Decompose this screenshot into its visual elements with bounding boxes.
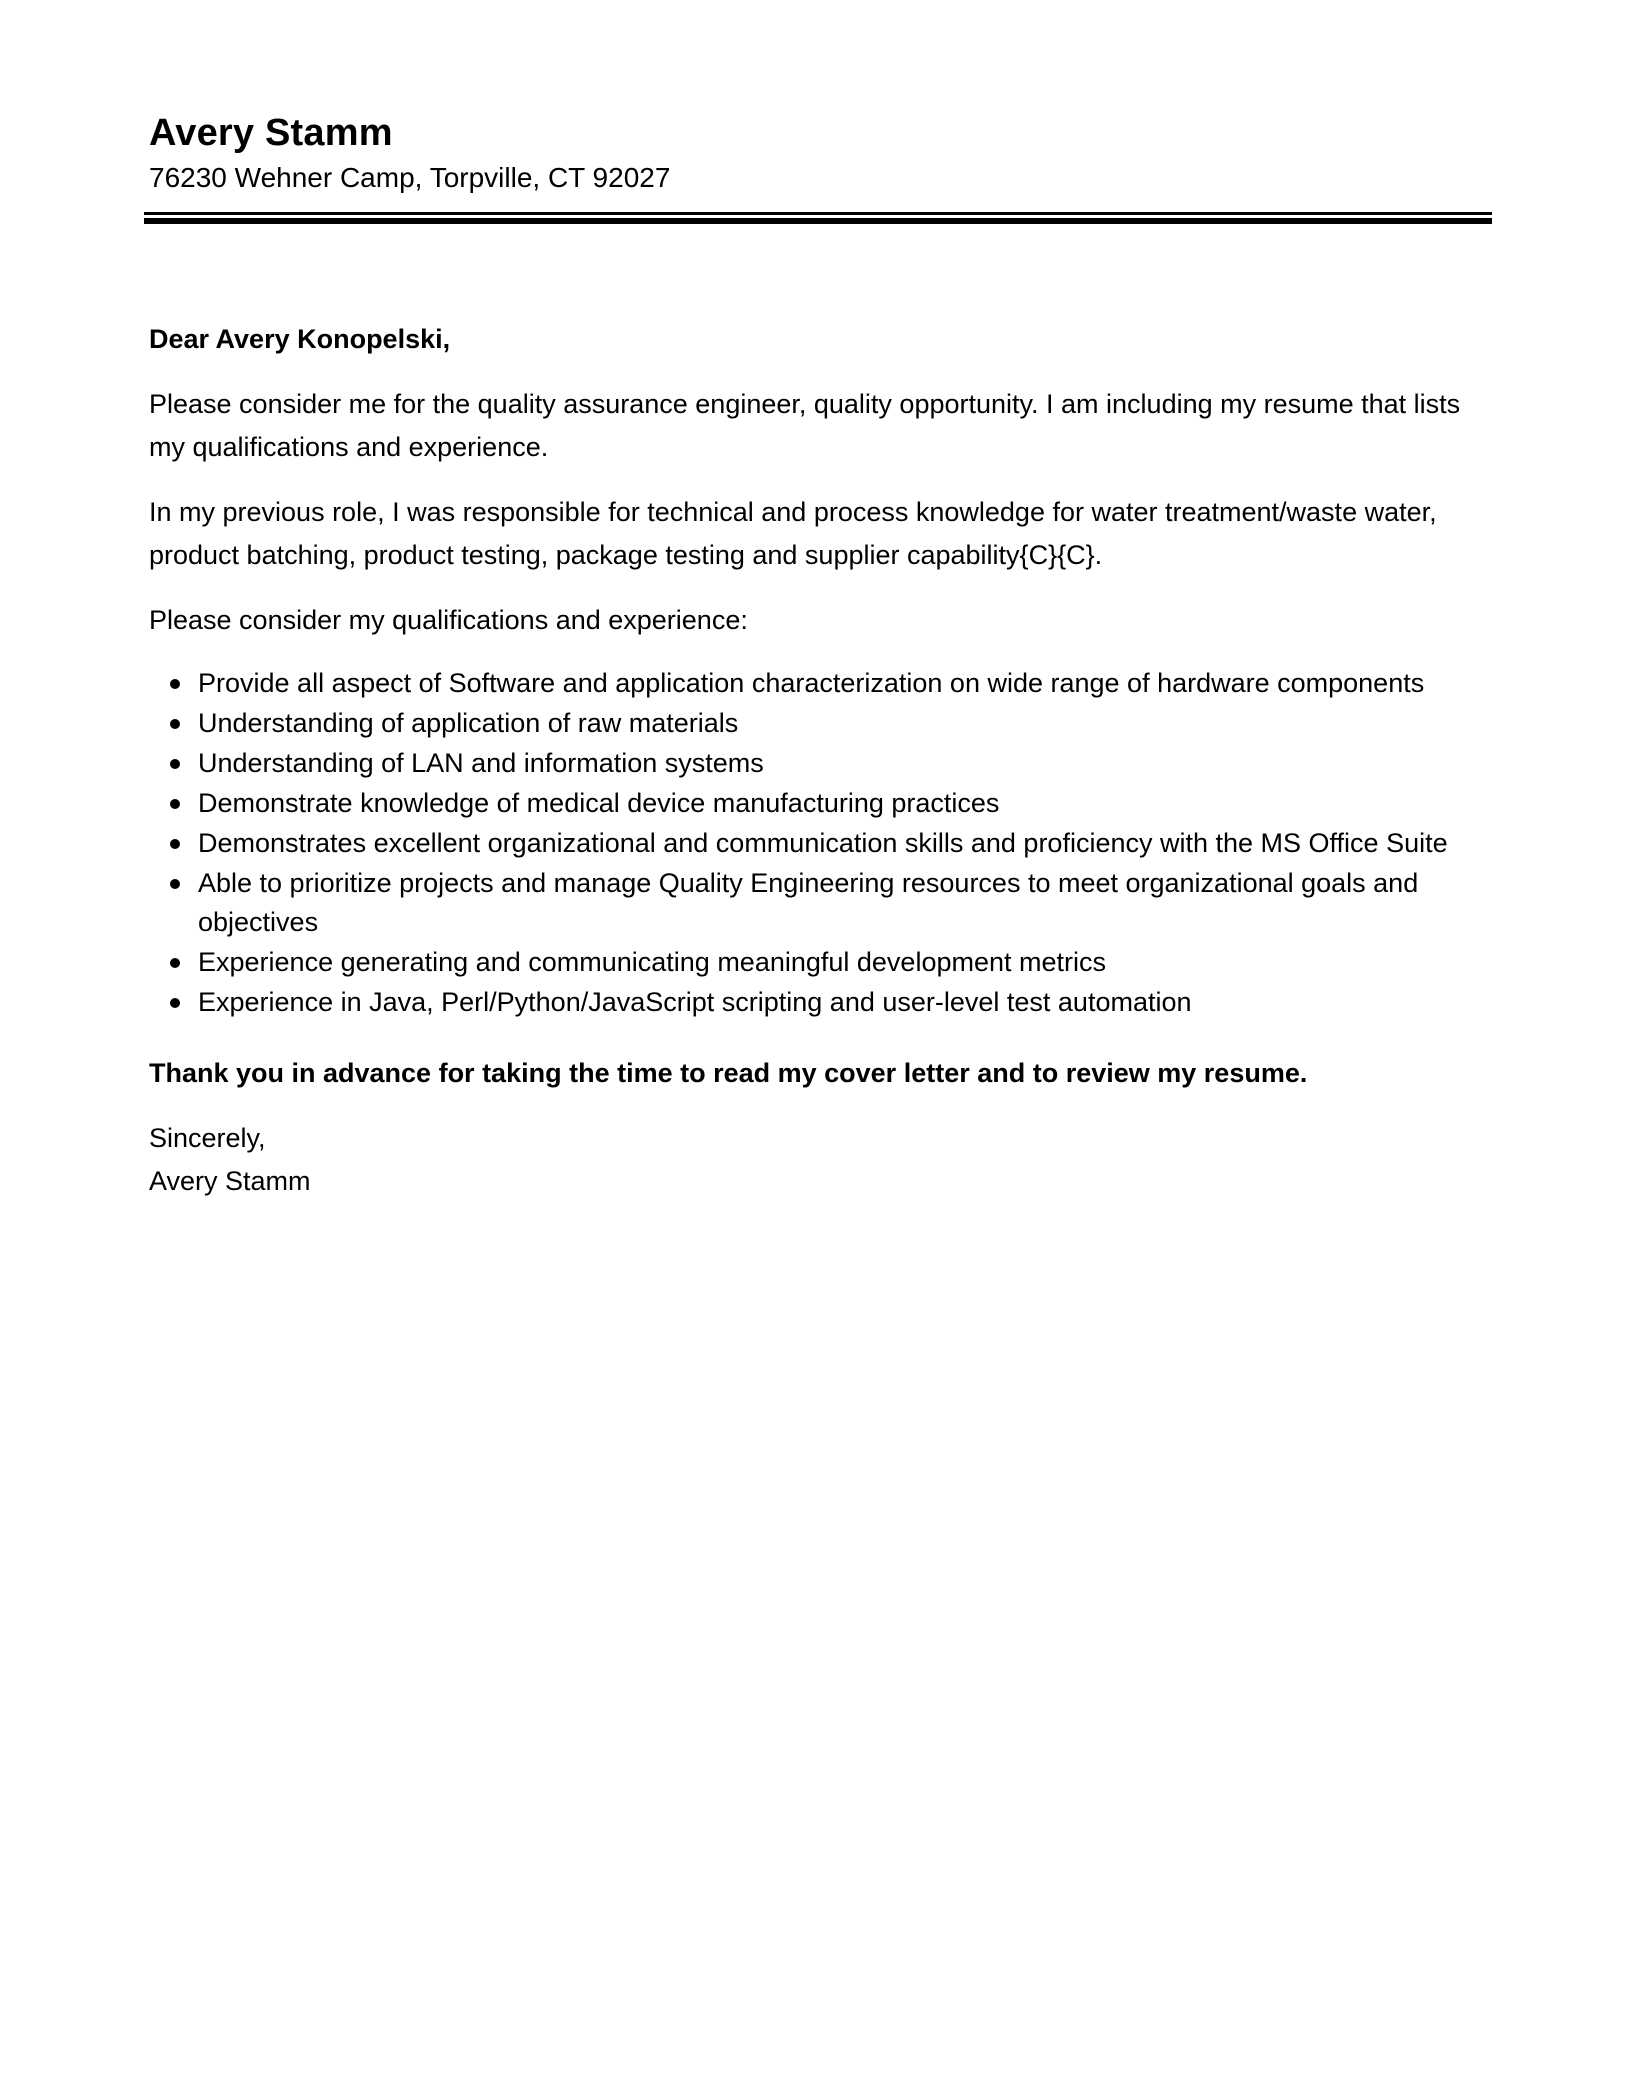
divider-thick-line [144,218,1492,224]
list-item-text: Provide all aspect of Software and application characterization on wide range of hardware components [198,668,1425,698]
signature-name: Avery Stamm [149,1166,311,1196]
bullet-icon [170,998,180,1008]
list-item-text: Understanding of LAN and information systems [198,748,764,778]
paragraph-qualifications-lead: Please consider my qualifications and experience: [149,605,748,635]
list-item [149,744,1494,783]
list-item [149,664,1494,703]
qualifications-list [149,664,1494,1022]
letter-header [149,108,1489,196]
list-item [149,824,1494,863]
bullet-icon [170,759,180,769]
list-item [149,784,1494,823]
list-item-text: Understanding of application of raw materials [198,708,739,738]
salutation: Dear Avery Konopelski, [149,324,451,354]
paragraph-intro: Please consider me for the quality assurance engineer, quality opportunity. I am including my resume that lists my qualifications and experience. [149,389,1461,462]
bullet-icon [170,879,180,889]
bullet-icon [170,958,180,968]
list-item-text: Experience in Java, Perl/Python/JavaScript scripting and user-level test automation [198,987,1192,1017]
header-divider [144,212,1492,224]
list-item [149,704,1494,743]
list-item [149,864,1494,942]
letter-body [149,318,1494,1203]
list-item-text: Demonstrates excellent organizational and communication skills and proficiency with the MS Office Suite [198,828,1448,858]
bullet-icon [170,839,180,849]
paragraph-previous-role: In my previous role, I was responsible for technical and process knowledge for water treatment/waste water, product batching, product testing, package testing and supplier capability{C}{C}. [149,497,1437,570]
list-item-text: Able to prioritize projects and manage Quality Engineering resources to meet organizational goals and objectives [198,868,1419,937]
bullet-icon [170,679,180,689]
list-item-text: Experience generating and communicating meaningful development metrics [198,947,1107,977]
bullet-icon [170,799,180,809]
list-item [149,983,1494,1022]
closing-statement: Thank you in advance for taking the time to read my cover letter and to review my resume. [149,1058,1308,1088]
signoff: Sincerely, [149,1123,266,1153]
bullet-icon [170,719,180,729]
sender-name: Avery Stamm [149,112,393,154]
list-item-text: Demonstrate knowledge of medical device manufacturing practices [198,788,1000,818]
sender-address: 76230 Wehner Camp, Torpville, CT 92027 [149,162,671,193]
list-item [149,943,1494,982]
